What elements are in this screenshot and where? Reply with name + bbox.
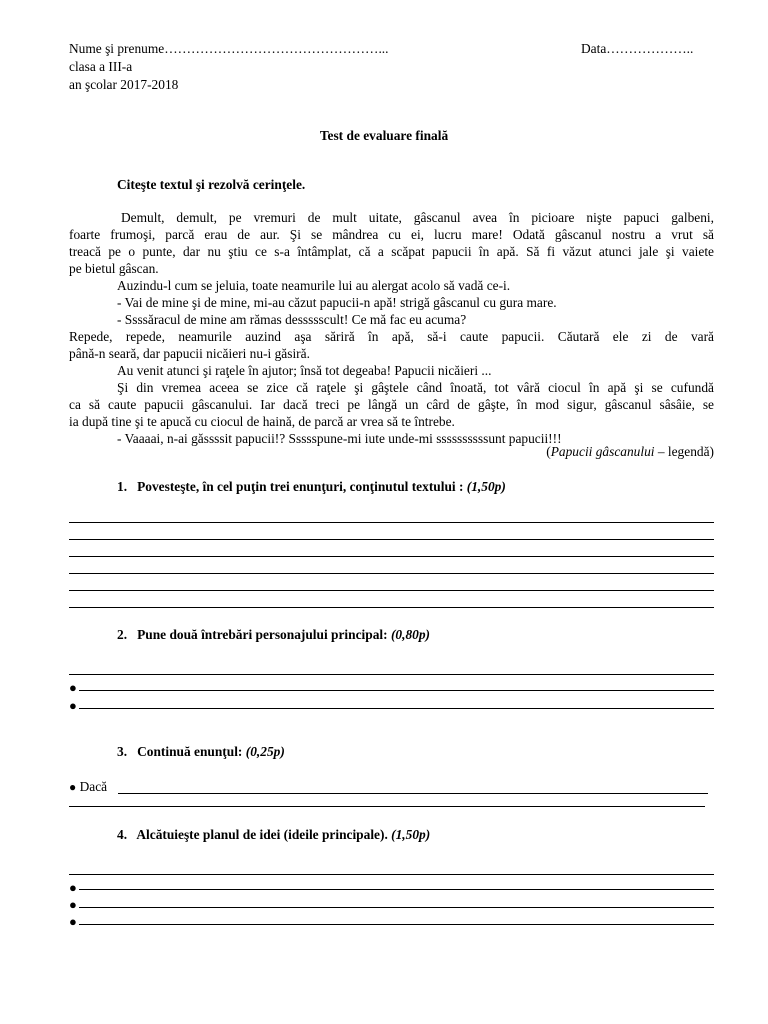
story-line: pe bietul gâscan. bbox=[69, 261, 159, 276]
answer-line[interactable] bbox=[69, 607, 714, 608]
story-line: foarte frumoşi, parcă erau de aur. Şi se mândrea cu ei, lucru mare! Odată gâscanul nostru a vrut să bbox=[69, 227, 714, 242]
answer-line[interactable] bbox=[69, 522, 714, 523]
answer-line[interactable] bbox=[79, 907, 714, 908]
bullet-icon: ● bbox=[69, 698, 77, 713]
bullet-icon: ● bbox=[69, 680, 77, 695]
story-line: până-n seară, dar papucii nicăieri nu-i găsiră. bbox=[69, 346, 310, 361]
answer-line[interactable] bbox=[69, 573, 714, 574]
bullet-icon: ● bbox=[69, 914, 77, 929]
story-line: treacă pe o punte, dar nu ştiu ce s-a întâmplat, că a scăpat papucii în apă. Să fi văzut atunci jale şi vaiete bbox=[69, 244, 714, 259]
task-4-heading: 4. Alcătuieşte planul de idei (ideile principale). (1,50p) bbox=[117, 827, 431, 842]
answer-line[interactable] bbox=[79, 889, 714, 890]
task-1-heading: 1. Povesteşte, în cel puţin trei enunţuri, conţinutul textului : (1,50p) bbox=[117, 479, 506, 494]
answer-line[interactable] bbox=[69, 556, 714, 557]
continue-prompt: ● Dacă bbox=[69, 779, 108, 794]
answer-line[interactable] bbox=[79, 690, 714, 691]
bullet-icon: ● bbox=[69, 780, 77, 794]
answer-line[interactable] bbox=[69, 539, 714, 540]
page-title: Test de evaluare finală bbox=[319, 128, 449, 143]
story-line: Auzindu-l cum se jeluia, toate neamurile lui au alergat acolo să vadă ce-i. bbox=[117, 278, 511, 293]
answer-line[interactable] bbox=[79, 924, 714, 925]
instruction-text: Citeşte textul şi rezolvă cerinţele. bbox=[117, 177, 306, 192]
story-line: Demult, demult, pe vremuri de mult uitate, gâscanul avea în picioare nişte papuci galbeni, bbox=[121, 210, 714, 225]
answer-line[interactable] bbox=[69, 590, 714, 591]
story-line: ca să caute papucii gâscanului. Iar dacă treci pe lângă un cârd de gâşte, în mod sigur, gâscanul sâsâie, se bbox=[69, 397, 714, 412]
story-line: - Ssssăracul de mine am rămas dessssscult! Ce mă fac eu acuma? bbox=[117, 312, 467, 327]
story-line: Şi din vremea aceea se zice că raţele şi gâştele când înoată, tot vâră ciocul în apă şi se cufundă bbox=[117, 380, 714, 395]
bullet-icon: ● bbox=[69, 897, 77, 912]
school-year-label: an şcolar 2017-2018 bbox=[69, 77, 179, 92]
class-label: clasa a III-a bbox=[69, 59, 133, 74]
answer-line[interactable] bbox=[69, 674, 714, 675]
answer-line[interactable] bbox=[118, 793, 708, 794]
story-line: ia după tine şi te apucă cu ciocul de haină, de parcă ar vrea să te întrebe. bbox=[69, 414, 455, 429]
answer-line[interactable] bbox=[69, 806, 705, 807]
story-line: - Vai de mine şi de mine, mi-au căzut papucii-n apă! strigă gâscanul cu gura mare. bbox=[117, 295, 557, 310]
task-3-heading: 3. Continuă enunţul: (0,25p) bbox=[117, 744, 285, 759]
answer-line[interactable] bbox=[79, 708, 714, 709]
date-field-label: Data……………….. bbox=[581, 41, 694, 56]
task-2-heading: 2. Pune două întrebări personajului principal: (0,80p) bbox=[117, 627, 430, 642]
name-field-label: Nume şi prenume…………………………………………... bbox=[69, 41, 389, 56]
story-line: - Vaaaai, n-ai găssssit papucii!? Ssssspune-mi iute unde-mi ssssssssssunt papucii!!! bbox=[117, 431, 562, 446]
story-line: Repede, repede, neamurile auzind aşa săriră în apă, să-i caute papucii. Căutară ele zi de vară bbox=[69, 329, 714, 344]
story-line: Au venit atunci şi raţele în ajutor; însă tot degeaba! Papucii nicăieri ... bbox=[117, 363, 492, 378]
answer-line[interactable] bbox=[69, 874, 714, 875]
bullet-icon: ● bbox=[69, 880, 77, 895]
story-source: (Papucii gâscanului – legendă) bbox=[546, 444, 714, 459]
